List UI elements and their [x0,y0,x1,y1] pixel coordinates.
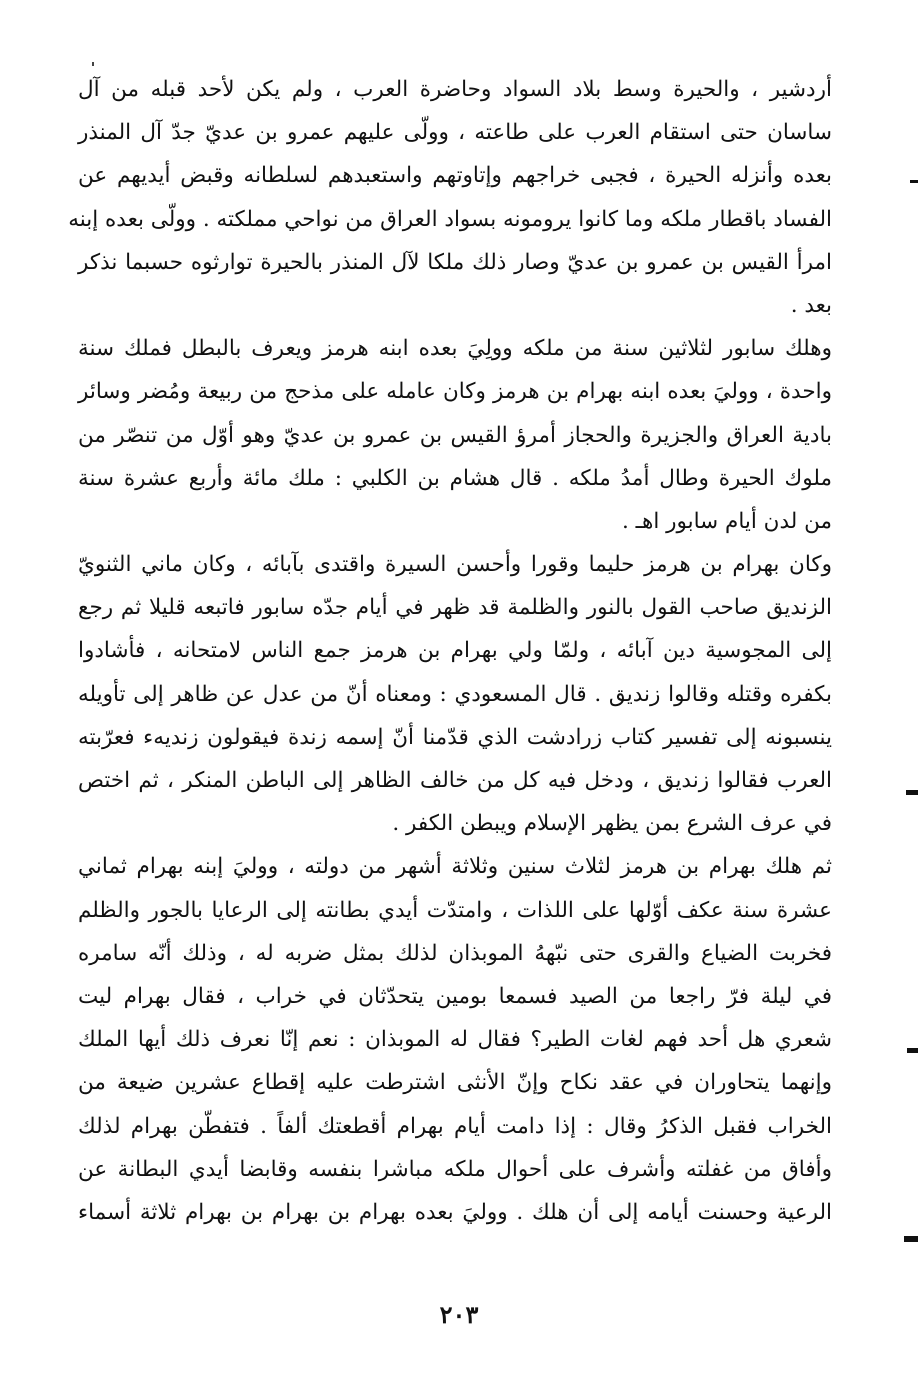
text-line: فخربت الضياع والقرى حتى نبّههُ الموبذان لذلك بمثل ضربه له ، وذلك أنّه سامره [78,940,832,966]
text-line: ملوك الحيرة وطال أمدُ ملكه . قال هشام بن الكلبي : ملك مائة وأربع عشرة سنة [78,465,832,491]
text-line: بادية العراق والجزيرة والحجاز أمرؤ القيس بن عمرو بن عديّ وهو أوّل من تنصّر من [78,422,832,448]
text-line: وأفاق من غفلته وأشرف على أحوال ملكه مباشرا بنفسه وقابضا أيدي البطانة عن [78,1156,832,1182]
margin-mark [904,1236,918,1242]
text-line: وكان بهرام بن هرمز حليما وقورا وأحسن السيرة واقتدى بآبائه ، وكان ماني الثنويّ [78,552,832,578]
text-line: الفساد باقطار ملكه وما كانوا يرومونه بسواد العراق من نواحي مملكته . وولّى بعده إبنه [68,206,832,232]
margin-mark [906,790,918,795]
text-line: شعري هل أحد فهم لغات الطير؟ فقال له الموبذان : نعم إنّا نعرف ذلك أيها الملك [78,1027,832,1053]
margin-mark [907,1048,918,1053]
text-line: الخراب فقبل الذكرُ وقال : إذا دامت أيام بهرام أقطعتك ألفاً . فتفطّن بهرام لذلك [78,1113,832,1139]
text-line: وإنهما يتحاوران في عقد نكاح وإنّ الأنثى اشترطت عليه إقطاع عشرين ضيعة من [78,1070,832,1096]
text-line: ساسان حتى استقام العرب على طاعته ، وولّى عليهم عمرو بن عديّ جدّ آل المنذر [78,120,832,146]
text-line: بعده وأنزله الحيرة ، فجبى خراجهم وإتاوتهم واستعبدهم لسلطانه وقبض أيديهم عن [78,163,832,189]
page-number: ٢٠٣ [439,1300,479,1329]
text-line: بكفره وقتله وقالوا زنديق . قال المسعودي : ومعناه أنّ من عدل عن ظاهر إلى تأويله [78,681,832,707]
text-line: ينسبونه إلى تفسير كتاب زرادشت الذي قدّمنا أنّ إسمه زندة فيقولون زنديهء فعرّبته [78,724,832,750]
text-line: بعد . [790,292,832,318]
text-line: واحدة ، ووليَ بعده ابنه بهرام بن هرمز وكان عامله على مذحج من ربيعة ومُضر وسائر [78,379,832,405]
scan-speck [92,62,94,66]
text-line: من لدن أيام سابور اهـ . [622,508,832,534]
text-line: أردشير ، والحيرة وسط بلاد السواد وحاضرة العرب ، ولم يكن لأحد قبله من آل [78,77,832,102]
text-line: العرب فقالوا زنديق ، ودخل فيه كل من خالف الظاهر إلى الباطن المنكر ، ثم اختص [78,768,832,793]
text-line: الرعية وحسنت أيامه إلى أن هلك . ووليَ بعده بهرام بن بهرام بن بهرام ثلاثة أسماء [78,1199,832,1225]
margin-mark [910,180,918,183]
text-line: ثم هلك بهرام بن هرمز لثلاث سنين وثلاثة أشهر من دولته ، ووليَ إبنه بهرام ثماني [78,854,832,880]
text-line: في ليلة فرّ راجعا من الصيد فسمعا بومين يتحدّثان في خراب ، فقال بهرام ليت [78,983,832,1009]
text-line: وهلك سابور لثلاثين سنة من ملكه وولِيَ بعده ابنه هرمز ويعرف بالبطل فملك سنة [78,336,832,362]
text-line: امرأ القيس بن عمرو بن عديّ وصار ذلك ملكا لآل المنذر بالحيرة توارثوه حسبما نذكر [78,249,832,275]
body-text [68,68,832,1234]
text-line: في عرف الشرع بمن يظهر الإسلام ويبطن الكفر . [392,811,832,837]
text-line: عشرة سنة عكف أوّلها على اللذات ، وامتدّت أيدي بطانته إلى الرعايا بالجور والظلم [78,897,832,923]
text-line: إلى المجوسية دين آبائه ، ولمّا ولي بهرام بن هرمز جمع الناس لامتحانه ، فأشادوا [78,638,832,664]
text-line: الزنديق صاحب القول بالنور والظلمة قد ظهر في أيام جدّه سابور فاتبعه قليلا ثم رجع [78,595,832,621]
